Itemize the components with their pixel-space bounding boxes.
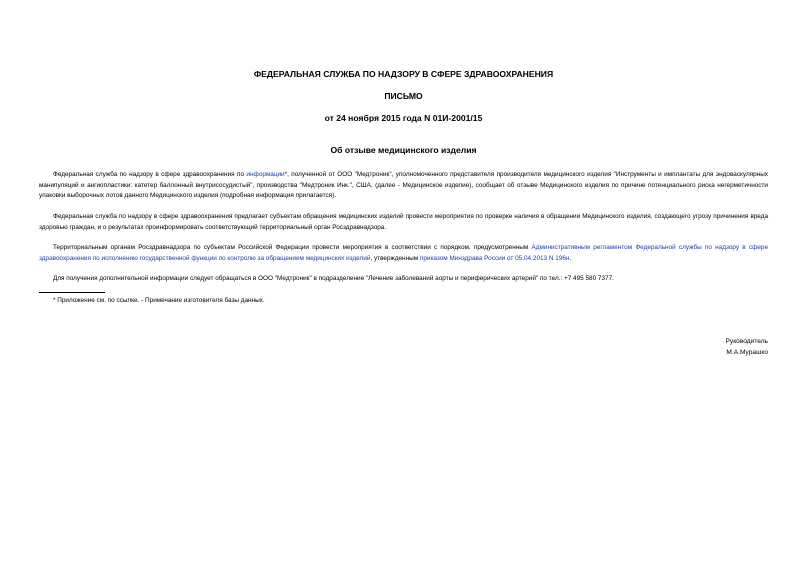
- paragraph-4: Для получения дополнительной информации следует обращаться в ООО "Медтроник" в подразделение "Лечение заболеваний аорты и периферических артерий" по тел.: +7 495 580 7377.: [53, 275, 614, 282]
- information-link[interactable]: информации: [246, 171, 285, 178]
- signatory-name: М.А.Мурашко: [726, 349, 768, 356]
- document-subject: Об отзыве медицинского изделия: [330, 145, 477, 155]
- document-type: ПИСЬМО: [384, 91, 423, 101]
- agency-title: ФЕДЕРАЛЬНАЯ СЛУЖБА ПО НАДЗОРУ В СФЕРЕ ЗДРАВООХРАНЕНИЯ: [253, 69, 554, 79]
- document-date-number: от 24 ноября 2015 года N 01И-2001/15: [324, 113, 483, 123]
- paragraph-3-text-c: .: [569, 254, 572, 262]
- admin-regulation-link[interactable]: Административным регламентом Федеральной службы по надзору в сфере здравоохранения по исполнению государственной функции по контролю за обращением медицинских изделий: [39, 244, 768, 262]
- paragraph-3-text-b: , утвержденным: [370, 254, 420, 262]
- paragraph-1: [39, 170, 768, 202]
- footnote-divider: [39, 292, 105, 293]
- paragraph-2: Федеральная служба по надзору в сфере здравоохранения предлагает субъектам обращения медицинских изделий провести мероприятия по проверке наличия в обращении Медицинского изделия, создающего угрозу причинения вреда здоровью граждан, и о результатах проинформировать соответствующий территориальный орган Росздравнадзора.: [39, 213, 768, 231]
- order-link[interactable]: приказом Минздрава России от 05.04.2013 N 196н: [419, 254, 570, 262]
- signatory-position: Руководитель: [725, 338, 768, 345]
- paragraph-3: [39, 243, 768, 264]
- footnote: * Приложение см. по ссылке. - Примечание изготовителя базы данных.: [53, 297, 265, 304]
- paragraph-1-text-b: *, полученной от ООО "Медтроник", уполномоченного представителя производителя медицинского изделия "Инструменты и имплантаты для эндоваскулярных манипуляций и ангиопластики: катетер баллонный внутрисосудистый", производства "Медтроник Инк.", США, (далее - Медицинское изделие), сообщает об отзыве Медицинского изделия по причине потенциального риска негерметичности упаковки выборочных лотов данного Медицинского изделия (подробная информация прилагается).: [39, 171, 769, 200]
- paragraph-1-text-a: Федеральная служба по надзору в сфере здравоохранения по: [53, 171, 247, 178]
- paragraph-3-text-a: Территориальным органам Росздравнадзора по субъектам Российской Федерации провести мероприятия в соответствии с порядком, предусмотренным: [53, 244, 532, 251]
